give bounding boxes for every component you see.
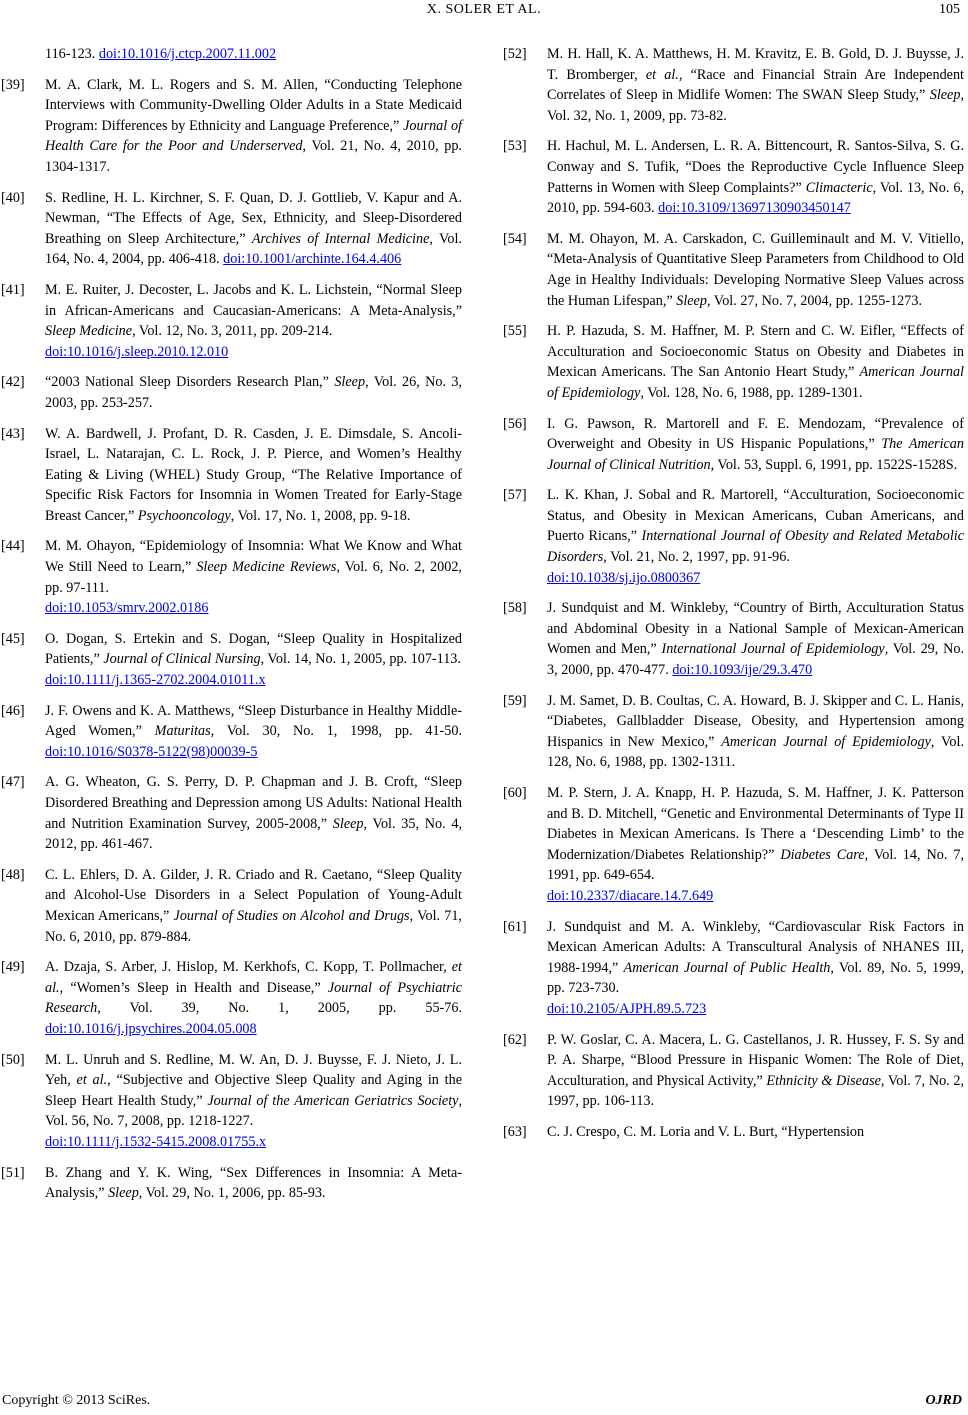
citation-text: , “Women’s Sleep in Health and Disease,”: [59, 979, 328, 996]
reference-number: [63]: [503, 1123, 527, 1140]
citation-source-italic: American Journal of Public Health: [623, 959, 831, 976]
citation-text: J. Sundquist and M. Winkleby, “Country of Birth, Acculturation Status and Abdominal Obesity in a National Sample of Mexican-American Women and Men,”: [547, 600, 964, 658]
citation-text: , Vol. 27, No. 7, 2004, pp. 1255-1273.: [706, 292, 923, 309]
citation-source-italic: American Journal of Epidemiology: [721, 733, 931, 750]
citation-source-italic: Journal of Clinical Nursing: [103, 651, 261, 668]
reference-entry: [1, 701, 462, 763]
citation-text: , Vol. 164, No. 4, 2004, pp. 406-418.: [45, 230, 462, 268]
citation-text: , Vol. 14, No. 1, 2005, pp. 107-113.: [260, 651, 461, 668]
reference-entry: [503, 229, 964, 311]
citation-text: M. M. Ohayon, M. A. Carskadon, C. Guilleminault and M. V. Vitiello, “Meta-Analysis of Quantitative Sleep Parameters from Childhood to Old Age in Healthy Individuals: Developing Normative Sleep Values across the Human Lifespan,”: [547, 230, 964, 309]
citation-text: , Vol. 14, No. 7, 1991, pp. 649-654.: [547, 846, 964, 884]
citation-text: , Vol. 21, No. 4, 2010, pp. 1304-1317.: [45, 138, 462, 175]
citation-text: , “Race and Financial Strain Are Independent Correlates of Sleep in Midlife Women: The SWAN Sleep Study,”: [547, 66, 964, 104]
doi-link[interactable]: doi:10.2105/AJPH.89.5.723: [547, 1000, 707, 1017]
citation-text: , Vol. 29, No. 1, 2006, pp. 85-93.: [138, 1185, 326, 1202]
reference-number: [39]: [1, 76, 25, 93]
doi-link[interactable]: doi:10.1016/j.jpsychires.2004.05.008: [45, 1020, 257, 1037]
doi-link[interactable]: doi:10.1038/sj.ijo.0800367: [547, 569, 701, 586]
reference-number: [44]: [1, 538, 25, 555]
citation-text: , Vol. 6, No. 2, 2002, pp. 97-111.: [45, 559, 462, 596]
citation-text: C. L. Ehlers, D. A. Gilder, J. R. Criado and R. Caetano, “Sleep Quality and Alcohol-Use Disorders in a Select Population of Young-Adult Mexican Americans,”: [45, 866, 462, 924]
citation-source-italic: Sleep: [334, 374, 366, 391]
citation-text: L. K. Khan, J. Sobal and R. Martorell, “Acculturation, Socioeconomic Status, and Obesity in Mexican Americans, Cuban Americans, and Puerto Ricans,”: [547, 487, 964, 545]
reference-entry: [1, 957, 462, 1039]
citation-text: I. G. Pawson, R. Martorell and F. E. Mendozam, “Prevalence of Overweight and Obesity in US Hispanic Populations,”: [547, 415, 964, 453]
citation-source-italic: Sleep Medicine: [45, 323, 133, 340]
reference-entry: [1, 75, 462, 178]
citation-source-italic: Sleep Medicine Reviews: [196, 559, 337, 576]
reference-entry: [503, 1030, 965, 1112]
citation-text: M. E. Ruiter, J. Decoster, L. Jacobs and K. L. Lichstein, “Normal Sleep in African-Americans and Caucasian-Americans: A Meta-Analysis,”: [45, 281, 462, 319]
citation-text: , Vol. 29, No. 3, 2000, pp. 470-477.: [547, 641, 964, 679]
reference-number: [46]: [1, 702, 25, 719]
citation-source-italic: Psychooncology: [137, 507, 231, 524]
reference-number: [53]: [503, 138, 527, 155]
citation-text: , Vol. 17, No. 1, 2008, pp. 9-18.: [230, 507, 411, 524]
citation-text: J. M. Samet, D. B. Coultas, C. A. Howard, B. J. Skipper and C. L. Hanis, “Diabetes, Gallbladder Disease, Obesity, and Hypertension among Hispanics in New Mexico,”: [547, 692, 964, 750]
citation-text: C. J. Crespo, C. M. Loria and V. L. Burt, “Hypertension: [547, 1123, 865, 1140]
reference-entry: [1, 536, 462, 618]
citation-text: , Vol. 12, No. 3, 2011, pp. 209-214.: [132, 323, 333, 340]
reference-continuation: [32, 44, 462, 65]
citation-text: P. W. Goslar, C. A. Macera, L. G. Castellanos, J. R. Hussey, F. S. Sy and P. A. Sharpe, “Blood Pressure in Hispanic Women: The Role of Diet, Acculturation, and Physical Activity,”: [547, 1031, 964, 1089]
doi-link[interactable]: doi:10.1016/j.sleep.2010.12.010: [45, 343, 229, 360]
citation-text: , Vol. 56, No. 7, 2008, pp. 1218-1227.: [45, 1092, 462, 1130]
reference-number: [61]: [503, 918, 527, 935]
doi-link[interactable]: doi:10.1053/smrv.2002.0186: [45, 600, 209, 617]
citation-text: M. M. Ohayon, “Epidemiology of Insomnia: What We Know and What We Still Need to Learn,”: [45, 538, 462, 576]
citation-text: M. H. Hall, K. A. Matthews, H. M. Kravitz, E. B. Gold, D. J. Buysse, J. T. Bromberger,: [547, 46, 964, 83]
reference-number: [50]: [1, 1051, 25, 1068]
reference-number: [47]: [1, 774, 25, 791]
reference-number: [58]: [503, 600, 527, 617]
reference-number: [42]: [1, 374, 25, 391]
citation-source-italic: Climacteric: [805, 179, 873, 196]
references-column-right: [503, 44, 965, 1153]
citation-text: “2003 National Sleep Disorders Research Plan,”: [45, 374, 335, 391]
citation-text: H. P. Hazuda, S. M. Haffner, M. P. Stern and C. W. Eifler, “Effects of Acculturation and Socioeconomic Status on Obesity and Diabetes in Mexican Americans. The San Antonio Heart Study,”: [547, 323, 964, 381]
citation-text: M. A. Clark, M. L. Rogers and S. M. Allen, “Conducting Telephone Interviews with Community-Dwelling Older Adults in a State Medicaid Program: Differences by Ethnicity and Language Preference,”: [45, 76, 462, 134]
reference-entry: [1, 629, 462, 691]
page-header: [0, 2, 968, 24]
reference-number: [48]: [1, 866, 25, 883]
copyright-notice: Copyright © 2013 SciRes.: [2, 1393, 151, 1408]
citation-text: , Vol. 71, No. 6, 2010, pp. 879-884.: [45, 907, 462, 945]
reference-entry: [503, 485, 965, 588]
citation-text: W. A. Bardwell, J. Profant, D. R. Casden, J. E. Dimsdale, S. Ancoli-Israel, L. Natarajan, C. L. Rock, J. P. Pierce, and Women’s Healthy Eating & Living (WHEL) Study Group, “The Relative Importance of Specific Risk Factors for Insomnia in Women Treated for Early-Stage Breast Cancer,”: [45, 425, 462, 524]
doi-link[interactable]: doi:10.2337/diacare.14.7.649: [547, 887, 714, 904]
reference-entry: [1, 188, 462, 270]
citation-text: , Vol. 30, No. 1, 1998, pp. 41-50.: [210, 723, 462, 740]
citation-text: 116-123.: [45, 46, 99, 62]
reference-entry: [503, 44, 964, 126]
citation-text: , Vol. 128, No. 6, 1988, pp. 1289-1301.: [640, 384, 863, 401]
doi-link[interactable]: doi:10.1016/j.ctcp.2007.11.002: [98, 46, 277, 62]
citation-text: , Vol. 35, No. 4, 2012, pp. 461-467.: [45, 815, 462, 853]
citation-source-italic: Sleep: [676, 292, 707, 309]
citation-text: , Vol. 32, No. 1, 2009, pp. 73-82.: [547, 87, 964, 124]
citation-text: J. F. Owens and K. A. Matthews, “Sleep Disturbance in Healthy Middle-Aged Women,”: [45, 702, 462, 740]
citation-text: M. L. Unruh and S. Redline, M. W. An, D. J. Buysse, F. J. Nieto, J. L. Yeh,: [45, 1051, 462, 1089]
reference-entry: [1, 372, 462, 413]
citation-source-italic: The American Journal of Clinical Nutrition: [547, 436, 964, 473]
reference-entry: [1, 1050, 462, 1153]
reference-entry: [503, 321, 964, 403]
citation-text: B. Zhang and Y. K. Wing, “Sex Differences in Insomnia: A Meta-Analysis,”: [45, 1164, 462, 1202]
citation-text: , Vol. 53, Suppl. 6, 1991, pp. 1522S-1528S.: [710, 456, 958, 473]
reference-number: [40]: [1, 189, 25, 206]
citation-text: , Vol. 21, No. 2, 1997, pp. 91-96.: [603, 549, 790, 566]
citation-text: M. P. Stern, J. A. Knapp, H. P. Hazuda, S. M. Haffner, J. K. Patterson and B. D. Mitchell, “Genetic and Environmental Determinants of Type II Diabetes in Mexican Americans. Is There a ‘Descending Limb’ to the Modernization/Diabetes Relationship?”: [547, 785, 964, 863]
citation-text: A. Dzaja, S. Arber, J. Hislop, M. Kerkhofs, C. Kopp, T. Pollmacher,: [45, 959, 452, 976]
citation-source-italic: American Journal of Epidemiology: [547, 364, 964, 401]
reference-entry: [503, 783, 964, 907]
citation-text: , Vol. 128, No. 6, 1988, pp. 1302-1311.: [547, 733, 964, 771]
citation-source-italic: Sleep: [332, 815, 364, 832]
citation-text: , Vol. 7, No. 2, 1997, pp. 106-113.: [547, 1072, 965, 1110]
doi-link[interactable]: doi:10.1093/ije/29.3.470: [672, 662, 813, 679]
citation-source-italic: Sleep: [108, 1185, 139, 1202]
reference-number: [45]: [1, 630, 25, 647]
citation-text: , Vol. 13, No. 6, 2010, pp. 594-603.: [547, 179, 964, 217]
reference-entry: [503, 414, 964, 476]
page-number: 105: [939, 2, 960, 17]
references-column-left: [1, 44, 462, 1214]
citation-source-italic: et al.: [76, 1072, 108, 1089]
reference-entry: [503, 136, 964, 218]
doi-link[interactable]: doi:10.1111/j.1365-2702.2004.01011.x: [45, 672, 266, 689]
reference-number: [57]: [503, 487, 527, 504]
reference-entry: [503, 691, 964, 773]
citation-text: J. Sundquist and M. A. Winkleby, “Cardiovascular Risk Factors in Mexican American Adults: A Transcultural Analysis of NHANES III, 1988-1994,”: [547, 918, 964, 976]
citation-source-italic: Ethnicity & Disease: [766, 1072, 881, 1089]
reference-entry: [1, 424, 462, 527]
citation-source-italic: Journal of Studies on Alcohol and Drugs: [173, 907, 410, 924]
reference-entry: [503, 917, 964, 1020]
citation-source-italic: et al.: [645, 66, 679, 83]
citation-source-italic: International Journal of Obesity and Related Metabolic Disorders: [547, 528, 965, 566]
citation-source-italic: Maturitas: [154, 723, 211, 740]
citation-source-italic: Diabetes Care: [780, 846, 865, 863]
citation-source-italic: Journal of the American Geriatrics Society: [207, 1092, 459, 1109]
reference-number: [54]: [503, 230, 527, 247]
citation-source-italic: Journal of Health Care for the Poor and Underserved: [45, 117, 462, 155]
running-head: X. SOLER ET AL.: [426, 2, 542, 17]
citation-text: S. Redline, H. L. Kirchner, S. F. Quan, D. J. Gottlieb, V. Kapur and A. Newman, “The Effects of Age, Sex, Ethnicity, and Sleep-Disordered Breathing on Sleep Architecture,”: [45, 189, 462, 247]
citation-source-italic: Sleep: [929, 87, 961, 104]
reference-number: [52]: [503, 46, 527, 62]
reference-number: [56]: [503, 415, 527, 432]
citation-source-italic: Journal of Psychiatric Research: [45, 979, 462, 1017]
reference-number: [60]: [503, 785, 527, 801]
reference-entry: [1, 865, 462, 947]
reference-number: [41]: [1, 281, 25, 298]
citation-text: , Vol. 89, No. 5, 1999, pp. 723-730.: [547, 959, 964, 997]
citation-text: O. Dogan, S. Ertekin and S. Dogan, “Sleep Quality in Hospitalized Patients,”: [45, 630, 462, 668]
doi-link[interactable]: doi:10.1111/j.1532-5415.2008.01755.x: [45, 1133, 267, 1150]
citation-text: , Vol. 26, No. 3, 2003, pp. 253-257.: [45, 374, 462, 411]
reference-number: [62]: [503, 1031, 527, 1048]
reference-entry: [503, 1122, 964, 1143]
doi-link[interactable]: doi:10.3109/13697130903450147: [658, 200, 851, 217]
reference-entry: [503, 598, 964, 680]
reference-number: [43]: [1, 425, 25, 442]
citation-text: H. Hachul, M. L. Andersen, L. R. A. Bittencourt, R. Santos-Silva, S. G. Conway and S. Tufik, “Does the Reproductive Cycle Influence Sleep Patterns in Women with Sleep Complaints?”: [547, 138, 964, 196]
citation-text: , “Subjective and Objective Sleep Quality and Aging in the Sleep Heart Health Study,”: [45, 1072, 462, 1109]
reference-number: [49]: [1, 959, 25, 976]
reference-number: [55]: [503, 323, 527, 340]
page-footer: [0, 1389, 968, 1415]
reference-entry: [1, 280, 462, 362]
citation-text: A. G. Wheaton, G. S. Perry, D. P. Chapman and J. B. Croft, “Sleep Disordered Breathing and Depression among US Adults: National Health and Nutrition Examination Survey, 2005-2008,”: [45, 774, 462, 832]
citation-source-italic: International Journal of Epidemiology: [661, 641, 885, 658]
journal-abbreviation: OJRD: [925, 1393, 962, 1408]
doi-link[interactable]: doi:10.1016/S0378-5122(98)00039-5: [45, 743, 258, 760]
citation-source-italic: Archives of Internal Medicine: [251, 230, 430, 247]
citation-source-italic: et al.: [45, 959, 462, 996]
reference-number: [51]: [1, 1164, 25, 1181]
citation-text: , Vol. 39, No. 1, 2005, pp. 55-76.: [97, 1000, 462, 1017]
doi-link[interactable]: doi:10.1001/archinte.164.4.406: [223, 251, 402, 268]
reference-number: [59]: [503, 692, 527, 709]
reference-entry: [1, 1163, 462, 1204]
reference-entry: [1, 772, 462, 854]
